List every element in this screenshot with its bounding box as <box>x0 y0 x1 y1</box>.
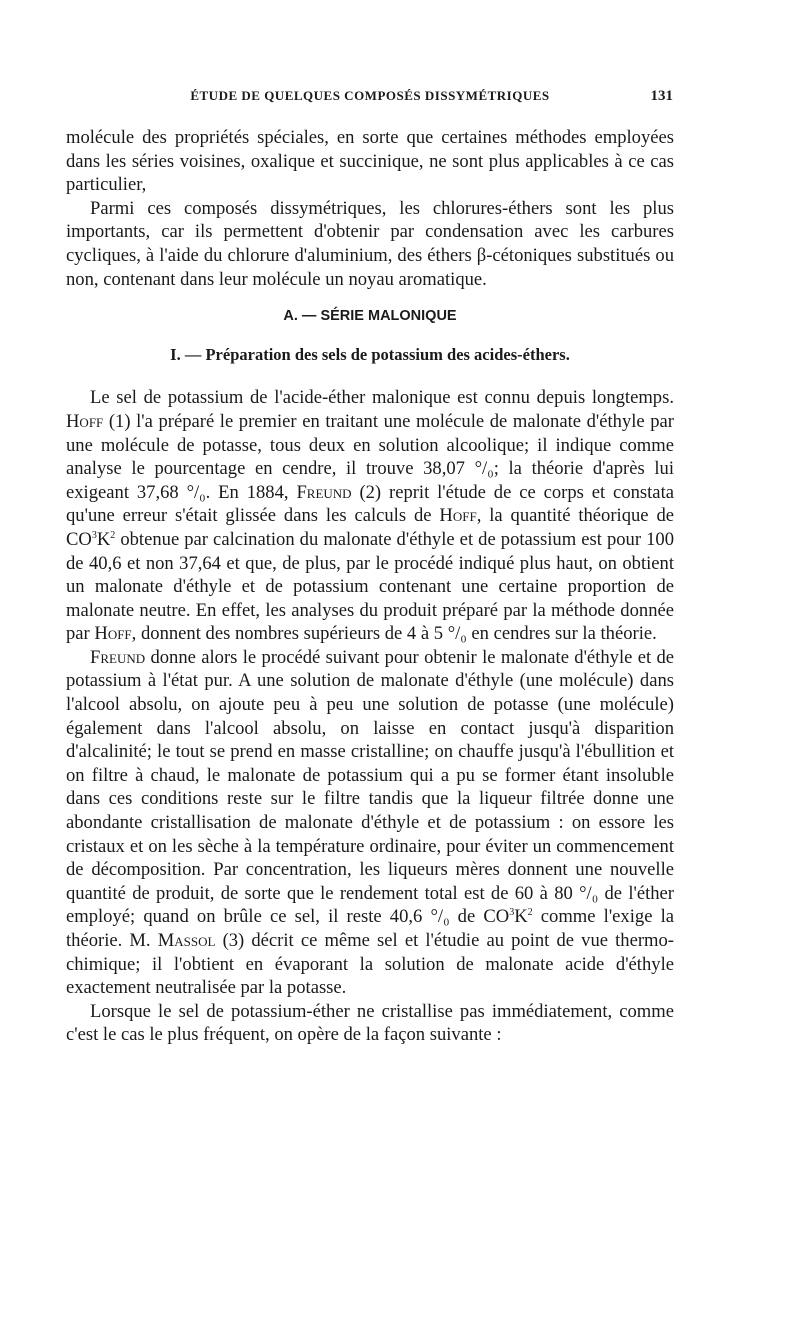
formula-subscript: 3 <box>509 907 515 919</box>
paragraph-procedure-intro: Lorsque le sel de potassium-éther ne cristallise pas immédiatement, comme c'est le cas le plus fréquent, on opère de la façon suivante : <box>66 1000 674 1046</box>
text-run: , la quantité théorique de CO <box>66 505 674 550</box>
text-run: K <box>96 528 111 550</box>
author-name: Hoff <box>94 623 132 645</box>
text-run: (2) reprit l'étude de ce corps et constata qu'une erreur s'était glissée dans les calculs de <box>66 481 674 527</box>
section-heading: A. — SÉRIE MALONIQUE <box>283 308 457 325</box>
paragraph-dissymmetric-compounds: Parmi ces composés dissymétriques, les chlorures-éthers sont les plus importants, car ils permettent d'obtenir par condensation avec les carbures cycliques, à l'aide du chlorure d'aluminium, des éthers β-cétoniques substitués ou non, contenant dans leur molécule un noyau aromatique. <box>66 197 674 290</box>
formula-subscript: 3 <box>91 529 97 541</box>
text-run: , donnent des nombres supérieurs de 4 à 5 °/₀ en cendres sur la théorie. <box>131 623 657 645</box>
text-run: obtenue par calcination du malonate d'éthyle et de potassium est pour 100 de 40,6 et non 37,64 et que, de plus, par le procédé indiqué plus haut, on obtient un malonate d'éthyle et de potassium contenant une certaine proportion de malonate neutre. En effet, les analyses du produit préparé par la méthode donnée par <box>66 528 674 645</box>
text-run: comme l'exige la théorie. M. <box>66 906 675 951</box>
author-name: Freund <box>90 646 146 668</box>
author-name: Hoff <box>439 505 477 527</box>
sub-heading: I. — Préparation des sels de potassium des acides-éthers. <box>170 344 570 364</box>
text-run: (1) l'a préparé le premier en traitant une molécule de malonate d'éthyle par une molécule de potasse, tous deux en solution alcoolique; il indique comme analyse le pourcentage en cendre, il trouve 38,07 °/₀; la théorie d'après lui exigeant 37,68 °/₀. En 1884, <box>66 410 674 503</box>
formula-subscript: 2 <box>527 907 533 919</box>
text-run: Le sel de potassium de l'acide-éther malonique est connu depuis longtemps. <box>90 387 674 409</box>
paragraph-freund-procedure <box>66 646 674 1000</box>
body-text <box>66 126 674 1047</box>
author-name: Hoff <box>66 410 104 432</box>
formula-subscript: 2 <box>110 529 116 541</box>
author-name: Massol <box>157 930 216 951</box>
text-run: donne alors le procédé suivant pour obtenir le malonate d'éthyle et de potassium à l'état pur. A une solution de malonate d'éthyle (une molécule) dans l'alcool absolu, on ajoute peu à peu une solution de potasse (une molécule) également dans l'alcool absolu, on laisse en contact jusqu'à disparition d'alcalinité; le tout se prend en masse cristalline; on chauffe jusqu'à l'ébullition et on filtre à chaud, le malonate de potassium qui a pu se former étant insoluble dans ces conditions reste sur le filtre tandis que la liqueur filtrée donne une abondante cristallisation de malonate d'éthyle et de potassium : on essore les cristaux et on les sèche à la température ordinaire, pour éviter un commencement de décomposition. Par concentration, les liqueurs mères donnent une nouvelle quantité de produit, de sorte que le rendement total est de 60 à 80 °/₀ de l'éther employé; quand on brûle ce sel, il reste 40,6 °/₀ de CO <box>66 646 674 928</box>
running-title: ÉTUDE DE QUELQUES COMPOSÉS DISSYMÉTRIQUES <box>190 88 550 103</box>
paragraph-continuation: molécule des propriétés spéciales, en sorte que certaines méthodes employées dans les séries voisines, oxalique et succinique, ne sont plus applicables à ce cas particulier, <box>66 127 674 196</box>
text-run: K <box>514 906 528 928</box>
author-name: Freund <box>296 481 352 503</box>
paragraph-hoff-freund <box>66 386 674 646</box>
text-run: (3) décrit ce même sel et l'étudie au point de vue thermo-chimique; il l'obtient en évaporant la solution de malonate acide d'éthyle exactement neutralisée par la potasse. <box>66 930 674 999</box>
page-number: 131 <box>650 88 673 104</box>
